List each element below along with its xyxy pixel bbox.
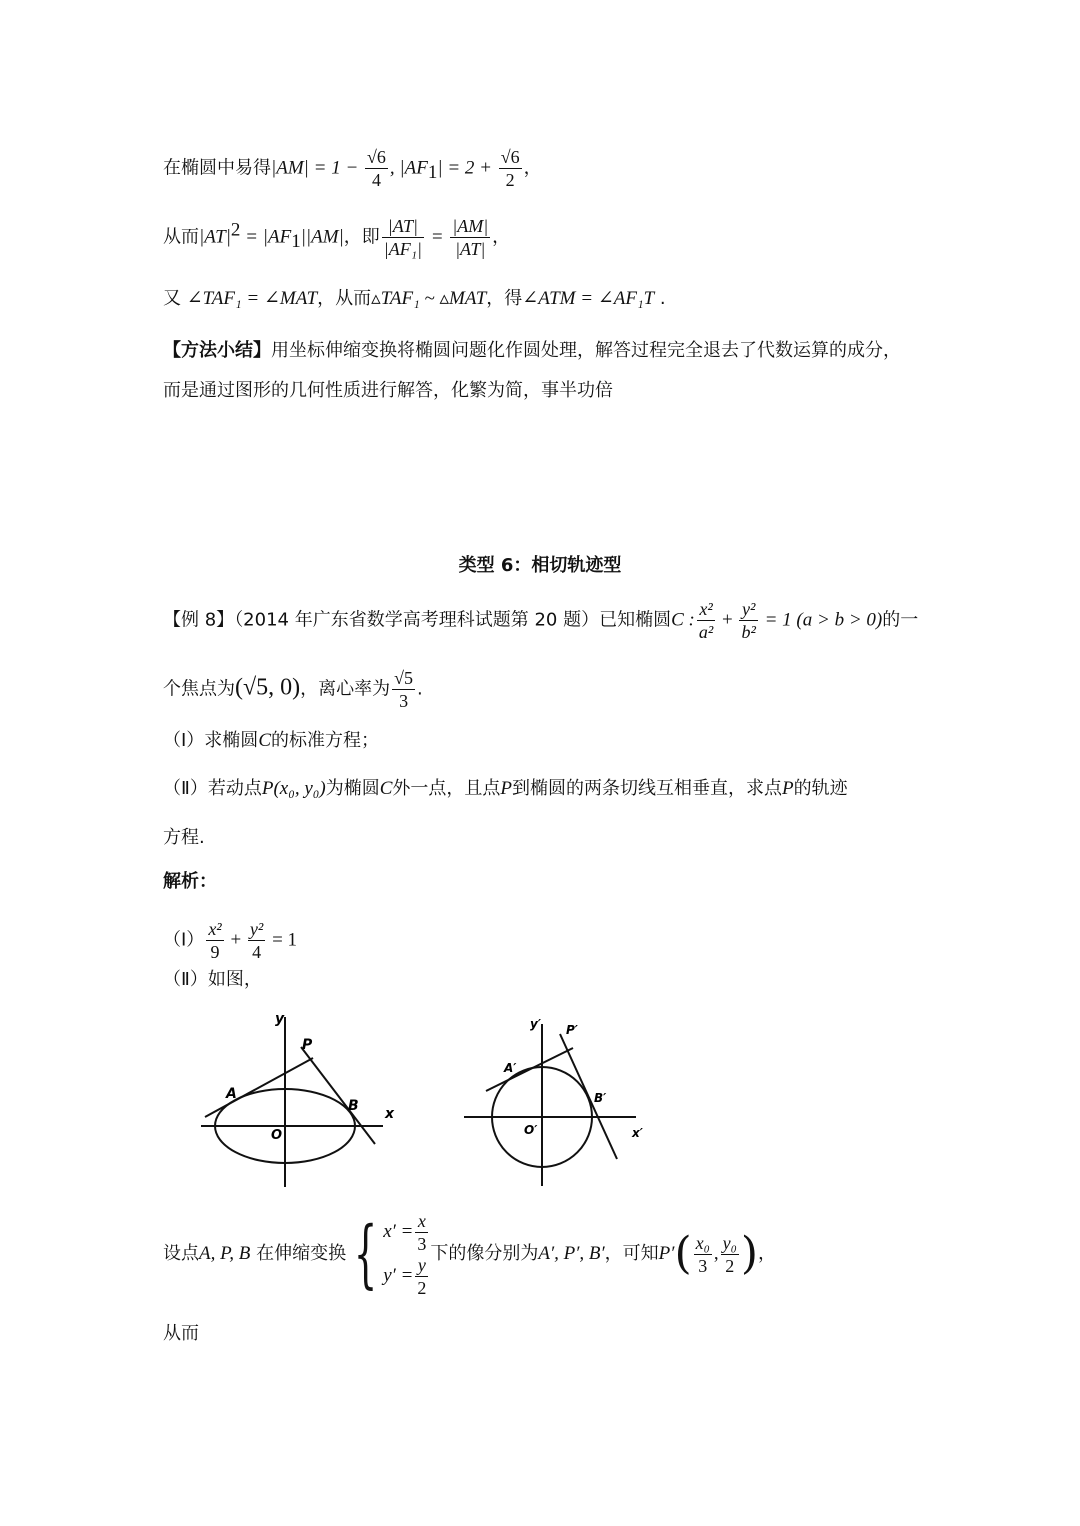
final-text: 从而 xyxy=(163,1323,199,1344)
eq-am-af1: 在椭圆中易得|AM| = 1 − $\frac{√6}{4}$ , $|AF_1| = 2$ + $\frac{√6}{2}$ ， xyxy=(163,147,542,190)
example-8-line2: 个焦点为(√5, 0)，离心率为 $\frac{√5}{3}$ . xyxy=(163,668,423,711)
origin-prime-label: O′ xyxy=(524,1123,538,1137)
frac-y0-over-2: $\frac{\text{y₀}}{2}$ xyxy=(722,1232,737,1276)
frac-sqrt6-over-4: $\frac{√6}{4}$ xyxy=(367,147,386,190)
eq-at-squared: 从而$|AT|^2 = |AF_1||AM|$，即 $\frac{|AT|}{\text{|AF₁|}}$ = $\frac{|AM|}{|AT|}$ ， xyxy=(163,216,511,259)
frac-sqrt6-over-2: $\frac{√6}{2}$ xyxy=(500,147,520,190)
question-2-line1: （Ⅱ）若动点P(x₀, y₀)为椭圆C外一点，且点P到椭圆的两条切线互相垂直，求点P的轨迹 xyxy=(163,778,848,799)
frac-x-over-3: $\frac{x}{3}$ xyxy=(417,1210,427,1254)
tangent-line-b-prime xyxy=(560,1034,617,1159)
tangent-line-b xyxy=(301,1047,375,1144)
answer-1: （Ⅰ） $\frac{\text{x²}}{9}$ + $\frac{\text{y²}}{4}$ = 1 xyxy=(163,919,298,962)
method-summary-line2: 而是通过图形的几何性质进行解答，化繁为简，事半功倍 xyxy=(163,380,613,401)
frac-x0-over-3: $\frac{\text{x₀}}{3}$ xyxy=(695,1232,710,1276)
y-axis-prime-label: y′ xyxy=(530,1017,541,1031)
transform-system xyxy=(383,1210,430,1298)
frac-y2-over-4: $\frac{\text{y²}}{4}$ xyxy=(249,919,264,962)
solution-label: 解析： xyxy=(163,871,217,892)
question-2-line2: 方程. xyxy=(163,827,205,848)
figure-ellipse xyxy=(195,1005,410,1190)
question-1: （Ⅰ）求椭圆C的标准方程； xyxy=(163,730,379,751)
example-8-line1: 【例 8】（2014 年广东省数学高考理科试题第 20 题）已知椭圆C : $\frac{\text{x²}}{\text{a²}}$ + $\frac{\text{y²}}{\text{b²}}$ = 1 (a > b > 0)的一 xyxy=(163,599,919,642)
frac-at-over-af1: $\frac{|AT|}{\text{|AF₁|}}$ xyxy=(383,216,422,259)
frac-y-over-2: $\frac{y}{2}$ xyxy=(417,1254,427,1298)
x-axis-prime-label: x′ xyxy=(632,1126,643,1140)
origin-label: O xyxy=(271,1128,283,1143)
frac-sqrt5-over-3: $\frac{√5}{3}$ xyxy=(394,668,414,711)
frac-am-over-at: $\frac{|AM|}{|AT|}$ xyxy=(452,216,489,259)
y-prime-eq: y′ = $\frac{y}{2}$ xyxy=(383,1254,427,1298)
left-paren: ( xyxy=(674,1228,692,1279)
x-axis-label: x xyxy=(385,1106,395,1122)
point-a-prime-label: A′ xyxy=(504,1061,517,1075)
point-a-label: A xyxy=(226,1086,237,1102)
eq-angles: 又 ∠TAF₁ = ∠MAT，从而▵TAF₁ ~ ▵MAT，得∠ATM = ∠AF₁T . xyxy=(163,288,666,309)
frac-x2-over-9: $\frac{\text{x²}}{9}$ xyxy=(208,919,222,962)
transform-line: 设点A, P, B 在伸缩变换 { x′ = $\frac{x}{3}$ y′ = $\frac{y}{2}$ 下的像分别为A′, P′, B′，可知P′( $\frac{\text{x₀}}{3}$ , $\frac{\text{y₀}}{2}$ )， xyxy=(163,1210,777,1298)
tangent-line-a xyxy=(205,1058,313,1117)
point-b-label: B xyxy=(348,1098,359,1114)
right-paren: ) xyxy=(740,1228,759,1279)
section-heading: 类型 6：相切轨迹型 xyxy=(458,555,622,576)
method-summary-line1: 【方法小结】用坐标伸缩变换将椭圆问题化作圆处理，解答过程完全退去了代数运算的成分， xyxy=(163,340,901,361)
point-p-label: P xyxy=(302,1037,313,1053)
x-prime-eq: x′ = $\frac{x}{3}$ xyxy=(383,1210,427,1254)
answer-2-label: （Ⅱ）如图， xyxy=(163,969,262,990)
y-axis-label: y xyxy=(275,1011,285,1027)
figure-circle xyxy=(460,1010,660,1190)
point-b-prime-label: B′ xyxy=(594,1091,607,1105)
left-brace: { xyxy=(353,1211,378,1297)
frac-y2-over-b2: $\frac{\text{y²}}{\text{b²}}$ xyxy=(741,599,756,642)
frac-x2-over-a2: $\frac{\text{x²}}{\text{a²}}$ xyxy=(698,599,714,642)
point-p-prime-label: P′ xyxy=(566,1023,578,1037)
